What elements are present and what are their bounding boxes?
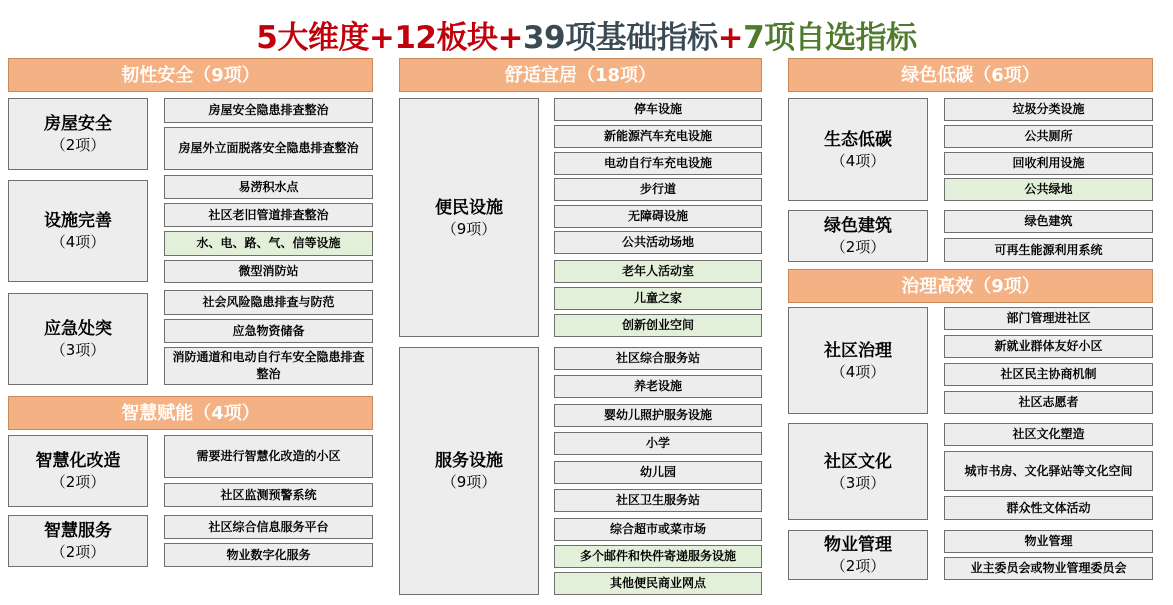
title-optional-indicators: 7项自选指标 [743, 20, 917, 56]
block-count: （2项） [830, 557, 886, 575]
title-plus: + [368, 20, 395, 56]
indicator-box: 业主委员会或物业管理委员会 [944, 557, 1153, 580]
indicator-box: 公共厕所 [944, 125, 1153, 148]
indicator-box: 群众性文体活动 [944, 496, 1153, 520]
indicator-box: 回收利用设施 [944, 152, 1153, 175]
indicator-box: 步行道 [554, 178, 762, 201]
indicator-box: 电动自行车充电设施 [554, 152, 762, 175]
block-property-management [788, 530, 928, 580]
indicator-box: 社区综合服务站 [554, 347, 762, 370]
page-title [0, 12, 1173, 57]
indicator-box-optional: 儿童之家 [554, 287, 762, 310]
indicator-box: 社会风险隐患排查与防范 [164, 290, 373, 315]
indicator-box: 社区民主协商机制 [944, 363, 1153, 386]
indicator-box: 垃圾分类设施 [944, 98, 1153, 121]
title-plus: + [717, 20, 744, 56]
block-count: （3项） [830, 473, 886, 492]
indicator-box: 新能源汽车充电设施 [554, 125, 762, 148]
title-base-indicators: 39项基础指标 [522, 20, 718, 56]
indicator-box: 房屋外立面脱落安全隐患排查整治 [164, 127, 373, 170]
block-name: 服务设施 [435, 451, 503, 471]
block-count: （2项） [50, 473, 106, 491]
indicator-box: 综合超市或菜市场 [554, 518, 762, 541]
block-count: （9项） [441, 473, 497, 491]
block-count: （3项） [50, 341, 106, 359]
indicator-box: 应急物资储备 [164, 319, 373, 343]
block-name: 物业管理 [824, 535, 892, 555]
block-count: （4项） [830, 362, 886, 381]
block-facility-improvement [8, 180, 148, 282]
block-name: 生态低碳 [824, 129, 892, 150]
block-ecological-low-carbon [788, 98, 928, 201]
block-count: （2项） [50, 136, 106, 154]
indicator-box-optional: 公共绿地 [944, 178, 1153, 201]
block-housing-safety [8, 98, 148, 170]
block-community-culture [788, 423, 928, 520]
block-name: 绿色建筑 [824, 216, 892, 236]
block-name: 设施完善 [44, 211, 112, 231]
block-green-building [788, 210, 928, 262]
indicator-box-optional: 多个邮件和快件寄递服务设施 [554, 545, 762, 568]
block-name: 房屋安全 [44, 114, 112, 134]
indicator-box: 停车设施 [554, 98, 762, 121]
block-count: （9项） [441, 219, 497, 238]
block-name: 智慧服务 [44, 521, 112, 541]
dimension-header-green: 绿色低碳（6项） [788, 58, 1153, 92]
block-convenience-facilities [399, 98, 539, 337]
indicator-box: 易涝积水点 [164, 175, 373, 199]
block-name: 应急处突 [44, 319, 112, 339]
block-name: 社区治理 [824, 340, 892, 361]
indicator-box: 城市书房、文化驿站等文化空间 [944, 451, 1153, 491]
indicator-box: 绿色建筑 [944, 210, 1153, 233]
title-plus: + [497, 20, 523, 56]
indicator-box: 可再生能源利用系统 [944, 238, 1153, 262]
indicator-box-optional: 老年人活动室 [554, 260, 762, 283]
block-smart-service [8, 515, 148, 567]
indicator-box: 新就业群体友好小区 [944, 335, 1153, 358]
indicator-box: 社区监测预警系统 [164, 483, 373, 507]
block-service-facilities [399, 347, 539, 595]
dimension-header-resilience: 韧性安全（9项） [8, 58, 373, 92]
block-count: （2项） [830, 238, 886, 256]
title-dimensions: 5大维度 [256, 20, 369, 56]
indicator-box: 消防通道和电动自行车安全隐患排查整治 [164, 347, 373, 385]
indicator-box: 婴幼儿照护服务设施 [554, 404, 762, 427]
indicator-box: 物业管理 [944, 530, 1153, 553]
dimension-header-livable: 舒适宜居（18项） [399, 58, 762, 92]
indicator-box: 物业数字化服务 [164, 543, 373, 567]
indicator-box-optional: 其他便民商业网点 [554, 572, 762, 595]
indicator-box: 幼儿园 [554, 461, 762, 484]
indicator-box: 无障碍设施 [554, 205, 762, 228]
indicator-box: 微型消防站 [164, 260, 373, 283]
block-name: 社区文化 [824, 451, 892, 472]
indicator-box: 养老设施 [554, 375, 762, 398]
indicator-box: 社区综合信息服务平台 [164, 515, 373, 539]
indicator-box: 小学 [554, 432, 762, 455]
indicator-box-optional: 水、电、路、气、信等设施 [164, 231, 373, 256]
indicator-box: 社区文化塑造 [944, 423, 1153, 446]
indicator-box: 需要进行智慧化改造的小区 [164, 435, 373, 478]
block-name: 便民设施 [435, 197, 503, 218]
block-name: 智慧化改造 [35, 451, 121, 471]
block-community-governance [788, 307, 928, 414]
indicator-box-optional: 创新创业空间 [554, 314, 762, 337]
indicator-box: 公共活动场地 [554, 231, 762, 254]
indicator-box: 社区志愿者 [944, 391, 1153, 414]
dimension-header-governance: 治理高效（9项） [788, 269, 1153, 303]
indicator-box: 部门管理进社区 [944, 307, 1153, 330]
block-count: （4项） [830, 151, 886, 170]
indicator-box: 房屋安全隐患排查整治 [164, 98, 373, 123]
block-smart-renovation [8, 435, 148, 507]
indicator-box: 社区卫生服务站 [554, 489, 762, 512]
block-count: （4项） [50, 233, 106, 251]
indicator-box: 社区老旧管道排查整治 [164, 203, 373, 227]
dimension-header-smart: 智慧赋能（4项） [8, 396, 373, 430]
block-count: （2项） [50, 543, 106, 561]
block-emergency-response [8, 293, 148, 385]
title-blocks: 12板块 [394, 20, 498, 56]
